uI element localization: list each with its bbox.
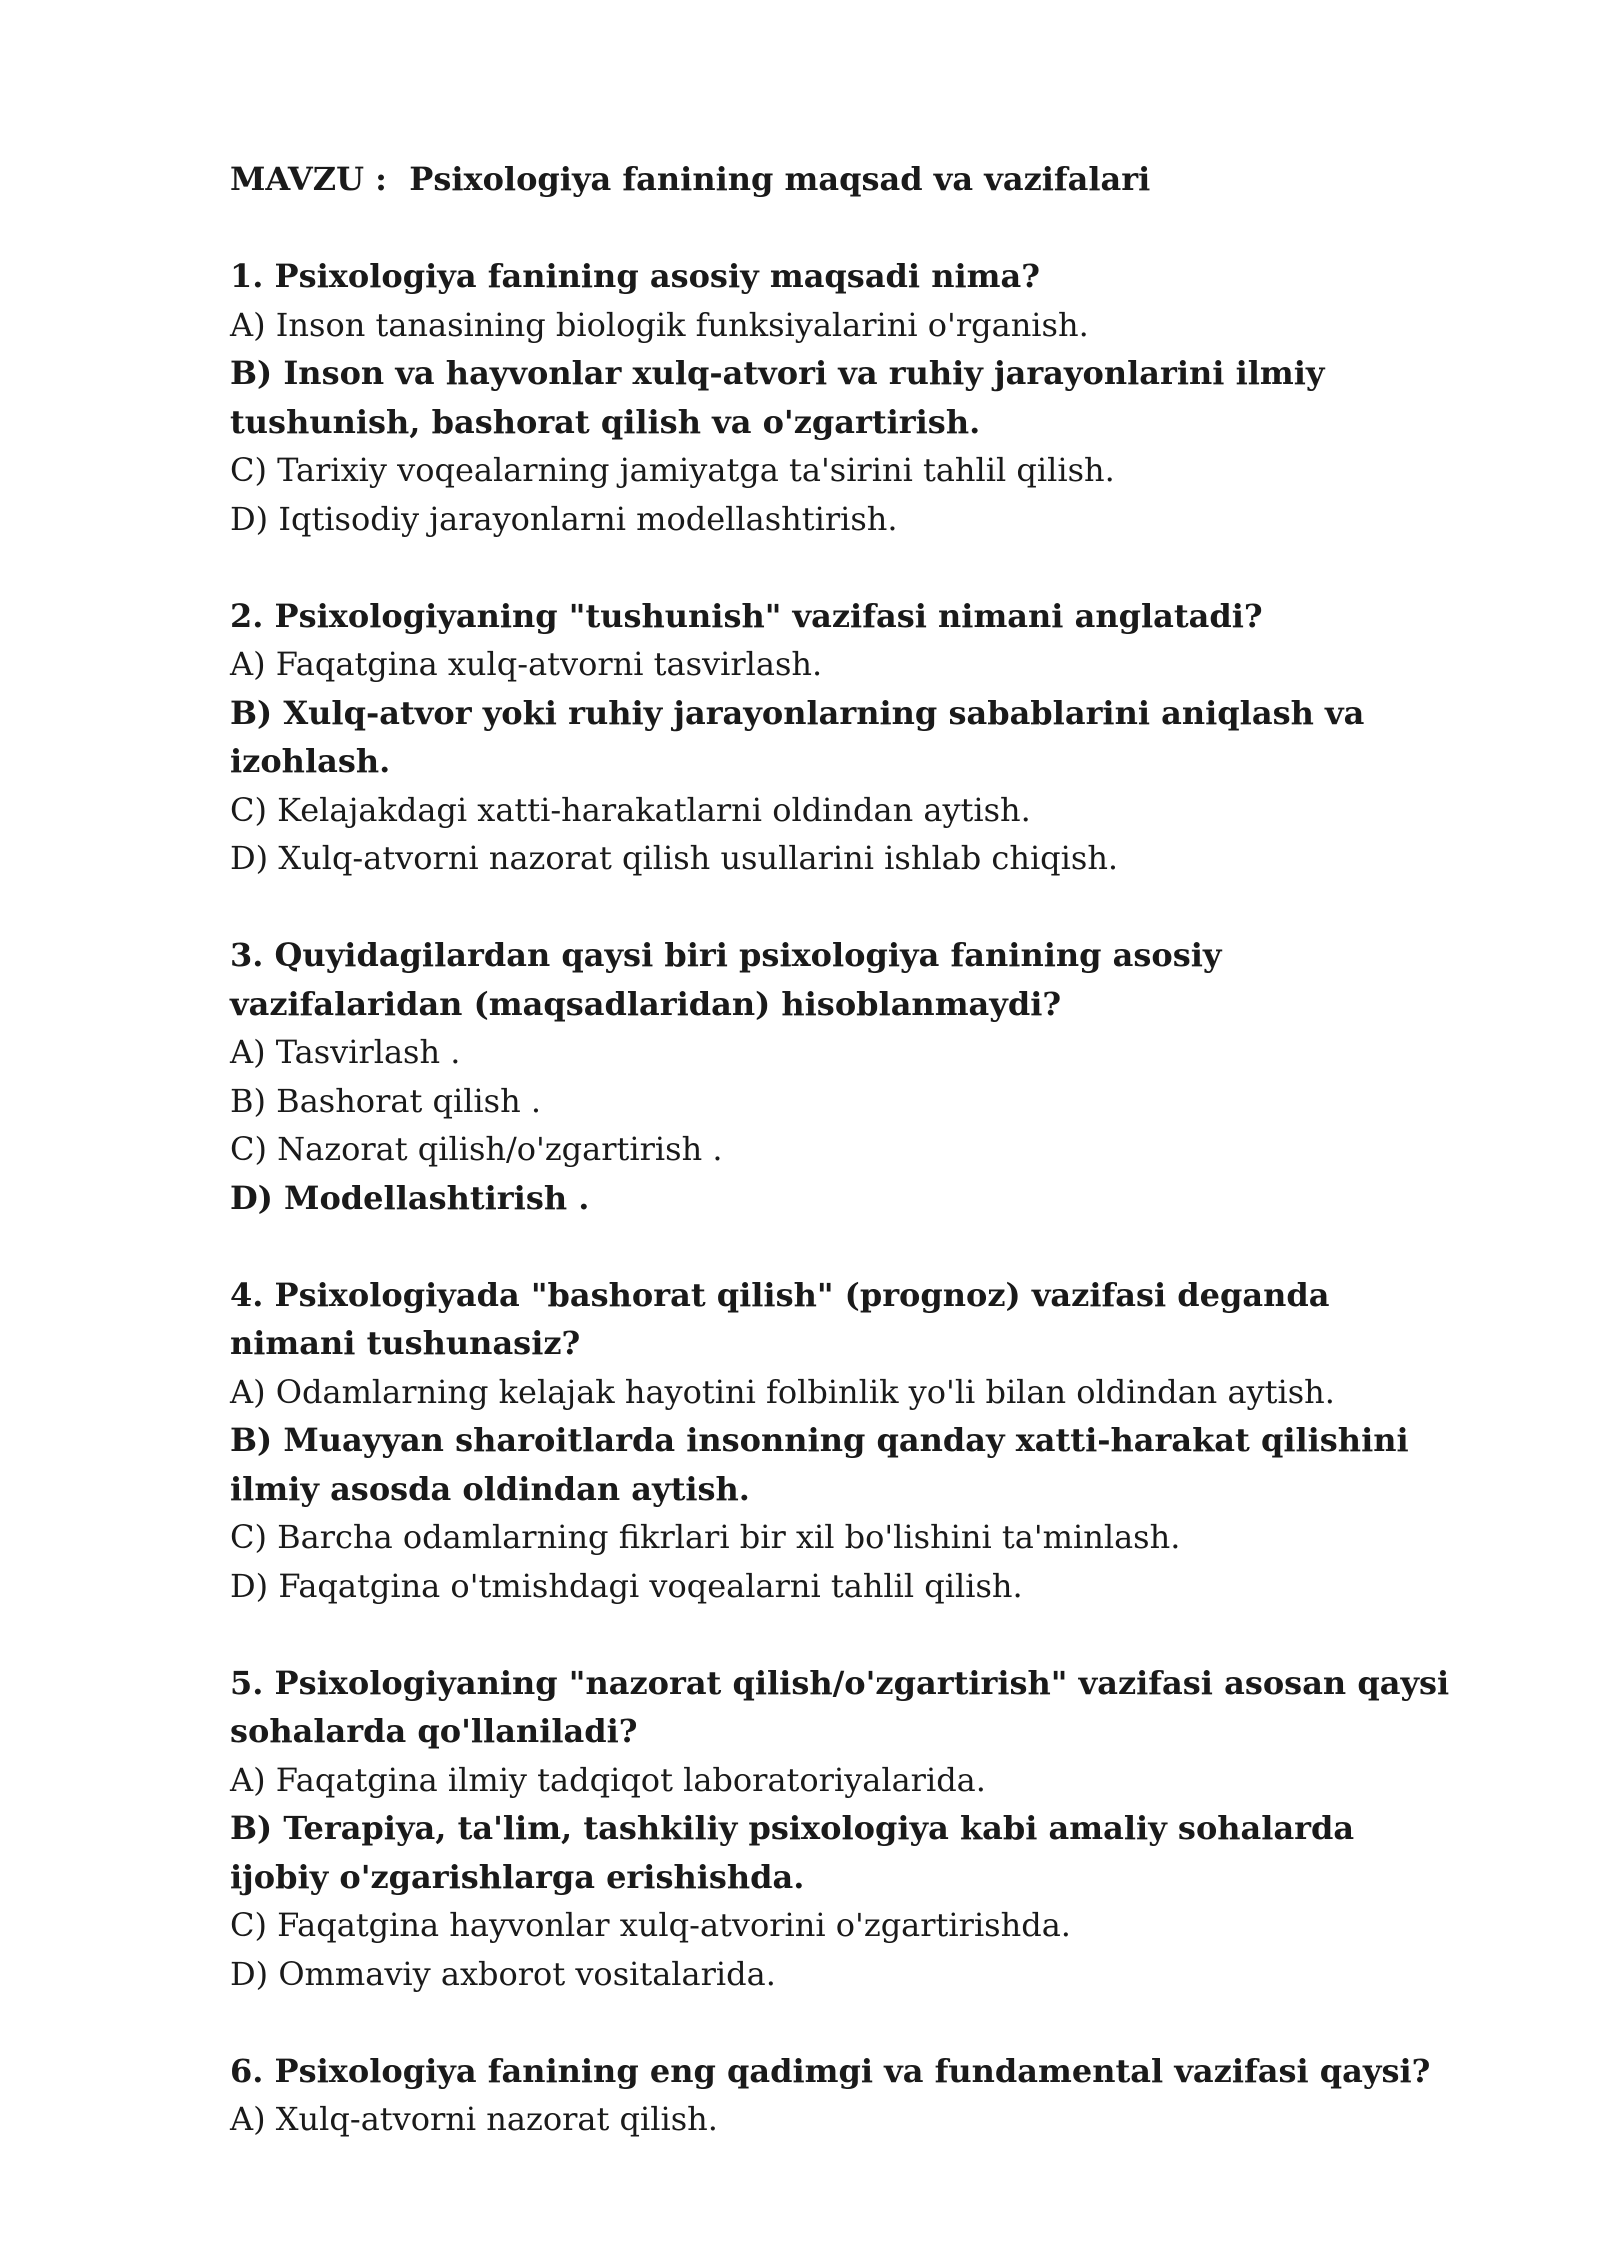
answer-option-c: C) Tarixiy voqealarning jamiyatga ta'sirini tahlil qilish. xyxy=(230,451,1115,489)
answer-option-d: D) Xulq-atvorni nazorat qilish usullarini ishlab chiqish. xyxy=(230,839,1119,877)
answer-option-d: D) Iqtisodiy jarayonlarni modellashtirish. xyxy=(230,499,898,538)
answer-option-c: C) Barcha odamlarning fikrlari bir xil bo'lishini ta'minlash. xyxy=(230,1518,1181,1556)
question-text: 2. Psixologiyaning "tushunish" vazifasi nimani anglatadi? xyxy=(230,596,1263,635)
question-6 xyxy=(230,2047,1460,2144)
question-3 xyxy=(230,931,1460,1222)
answer-option-a: A) Faqatgina ilmiy tadqiqot laboratoriyalarida. xyxy=(230,1760,986,1799)
answer-option-a: A) Faqatgina xulq-atvorni tasvirlash. xyxy=(230,645,823,683)
question-text: 5. Psixologiyaning "nazorat qilish/o'zgartirish" vazifasi asosan qaysi sohalarda qo'llaniladi? xyxy=(230,1663,1450,1750)
answer-option-d: D) Ommaviy axborot vositalarida. xyxy=(230,1954,776,1993)
question-1 xyxy=(230,252,1460,543)
answer-option-c: C) Nazorat qilish/o'zgartirish . xyxy=(230,1130,723,1168)
question-text: 1. Psixologiya fanining asosiy maqsadi nima? xyxy=(230,257,1040,295)
answer-option-a: A) Odamlarning kelajak hayotini folbinlik yo'li bilan oldindan aytish. xyxy=(230,1372,1335,1411)
question-5 xyxy=(230,1659,1460,1999)
question-text: 3. Quyidagilardan qaysi biri psixologiya fanining asosiy vazifalaridan (maqsadlaridan) hisoblanmaydi? xyxy=(230,936,1222,1023)
answer-option-b-correct: B) Muayyan sharoitlarda insonning qanday xatti-harakat qilishini ilmiy asosda oldindan aytish. xyxy=(230,1421,1409,1508)
answer-option-b-correct: B) Xulq-atvor yoki ruhiy jarayonlarning sabablarini aniqlash va izohlash. xyxy=(230,693,1365,780)
question-2 xyxy=(230,592,1460,883)
answer-option-a: A) Xulq-atvorni nazorat qilish. xyxy=(230,2100,718,2138)
page-title: MAVZU : Psixologiya fanining maqsad va vazifalari xyxy=(230,160,1151,198)
answer-option-b: B) Bashorat qilish . xyxy=(230,1081,542,1120)
question-text: 4. Psixologiyada "bashorat qilish" (prognoz) vazifasi deganda nimani tushunasiz? xyxy=(230,1275,1330,1362)
answer-option-a: A) Inson tanasining biologik funksiyalarini o'rganish. xyxy=(230,305,1089,344)
question-4 xyxy=(230,1271,1460,1611)
question-text: 6. Psixologiya fanining eng qadimgi va fundamental vazifasi qaysi? xyxy=(230,2051,1431,2090)
answer-option-c: C) Kelajakdagi xatti-harakatlarni oldindan aytish. xyxy=(230,790,1031,829)
answer-option-d: D) Faqatgina o'tmishdagi voqealarni tahlil qilish. xyxy=(230,1566,1023,1605)
answer-option-c: C) Faqatgina hayvonlar xulq-atvorini o'zgartirishda. xyxy=(230,1906,1071,1944)
answer-option-d-correct: D) Modellashtirish . xyxy=(230,1178,590,1217)
answer-option-b-correct: B) Inson va hayvonlar xulq-atvori va ruhiy jarayonlarini ilmiy tushunish, bashorat qilish va o'zgartirish. xyxy=(230,354,1325,441)
answer-option-a: A) Tasvirlash . xyxy=(230,1033,461,1071)
answer-option-b-correct: B) Terapiya, ta'lim, tashkiliy psixologiya kabi amaliy sohalarda ijobiy o'zgarishlarga erishishda. xyxy=(230,1809,1355,1896)
document-page xyxy=(230,155,1460,2192)
